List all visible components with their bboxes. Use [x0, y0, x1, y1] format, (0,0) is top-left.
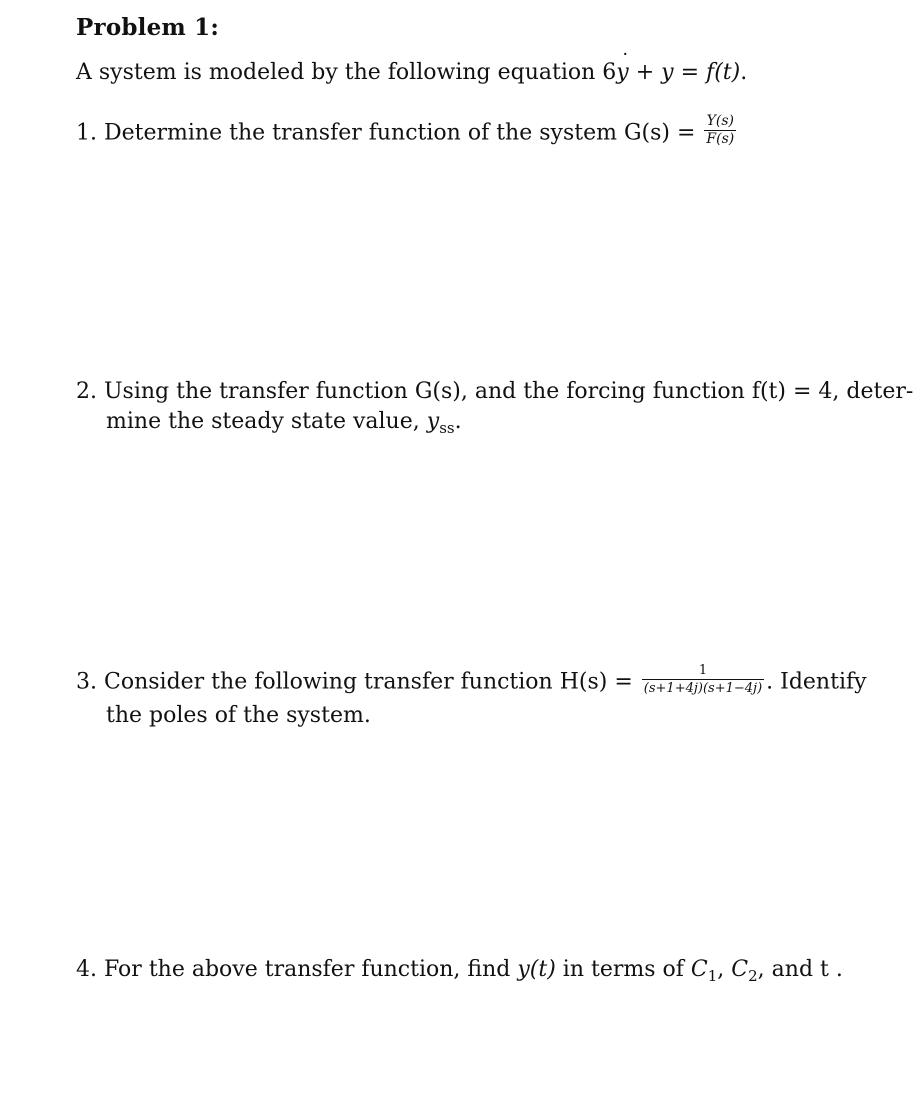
question-2-line-1: [76, 378, 913, 406]
question-4-text: For the above transfer function, find: [104, 957, 511, 982]
problem-title: Problem 1:: [76, 14, 220, 41]
question-3-text: Consider the following transfer function H(s) =: [104, 669, 633, 695]
question-3-number: 3.: [76, 669, 97, 695]
question-3-line-2: the poles of the system.: [106, 703, 371, 728]
intro-text: A system is modeled by the following equation: [76, 60, 596, 85]
question-2-line-2: mine the steady state value, $y_{ss}$.: [106, 409, 462, 437]
question-1-text: Determine the transfer function of the system G(s) =: [104, 120, 696, 146]
question-4: 4. For the above transfer function, find y(t) in terms of $C_1$, $C_2$, and t .: [76, 957, 843, 985]
transfer-function-fraction: $\frac{Y(s)}{F(s)}$: [706, 113, 735, 147]
problem-intro: A system is modeled by the following equation 6˙ y + y = f(t).: [76, 59, 747, 87]
question-1: [76, 113, 738, 150]
constant-c1: $C_1$: [690, 957, 718, 985]
steady-state-symbol: $y_{ss}$: [426, 409, 455, 437]
question-3-line-1: 3. Consider the following transfer function H(s) = $\frac{1}{(s+1+4j)(s+1-4j)}$ . Identify: [76, 663, 867, 696]
question-4-number: 4.: [76, 957, 97, 982]
h-transfer-fraction: $\frac{1}{(s+1+4j)(s+1-4j)}$: [643, 663, 763, 696]
constant-c2: $C_2$: [731, 957, 758, 985]
question-2-text: Using the transfer function G(s), and the forcing function f(t) = 4, deter-: [104, 379, 914, 404]
question-2-number: 2.: [76, 379, 97, 404]
question-1-number: 1.: [76, 120, 97, 146]
intro-equation: 6˙ y + y = f(t): [602, 60, 740, 85]
